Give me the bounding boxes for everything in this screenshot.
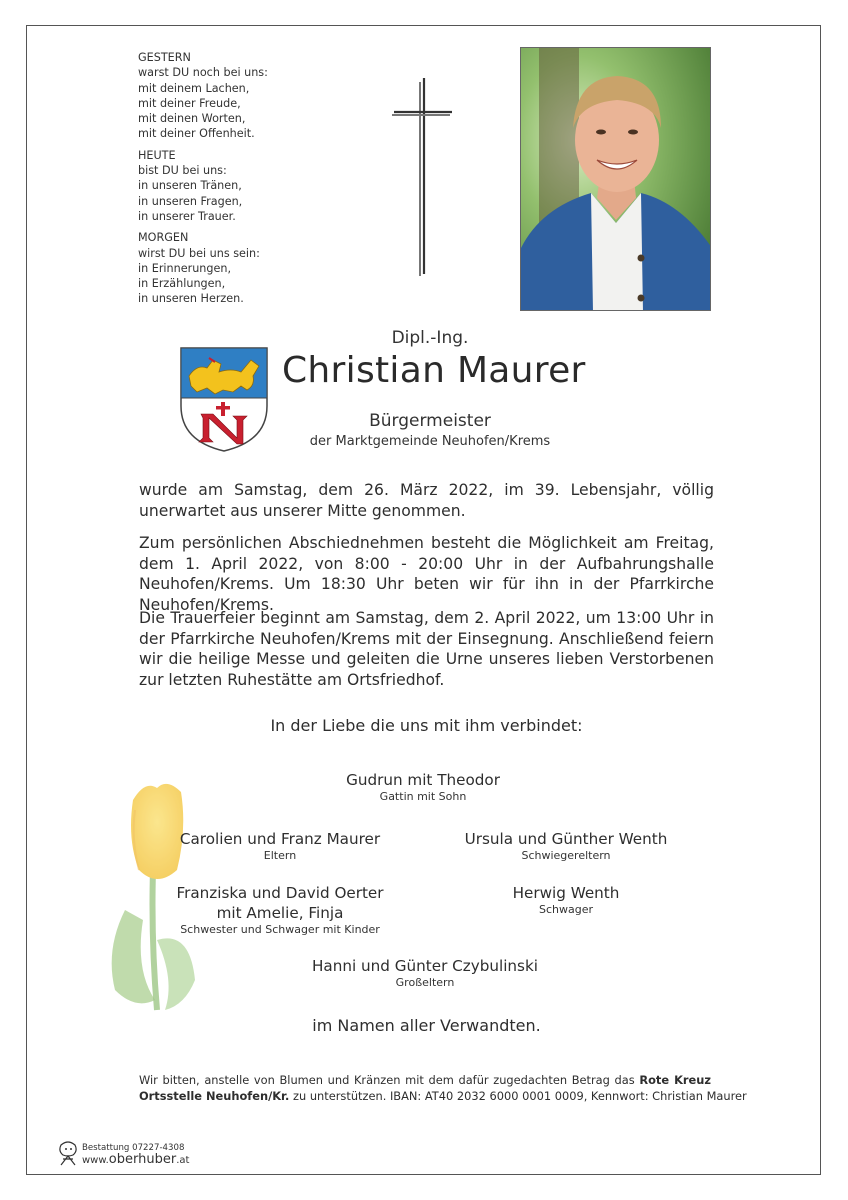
cross-icon (390, 78, 455, 280)
poem-line: mit deinen Worten, (138, 112, 246, 126)
poem-line: mit deiner Offenheit. (138, 127, 255, 141)
website-prefix: www. (82, 1154, 109, 1166)
donation-request (139, 1072, 747, 1104)
mourner-name: Carolien und Franz Maurer (179, 830, 381, 848)
mourner-hanni (300, 956, 550, 990)
poem-line: in unseren Herzen. (138, 292, 244, 306)
mourner-relation: Schwiegereltern (521, 849, 611, 862)
announcement-paragraph-viewing: Zum persönlichen Abschiednehmen besteht die Möglichkeit am Freitag, dem 1. April 2022, von 8:00 - 20:00 Uhr in der Aufbahrungshalle Neuhofen/Krems. Um 18:30 Uhr beten wir für ihn in der Pfarrkirche Neuhofen/Krems. (139, 534, 714, 614)
mourner-name: Ursula und Günther Wenth (464, 830, 668, 848)
announcement-paragraph-funeral: Die Trauerfeier beginnt am Samstag, dem 2. April 2022, um 13:00 Uhr in der Pfarrkirche Neuhofen/Krems mit der Einsegnung. Anschließend feiern wir die heilige Messe und geleiten die Urne unseres lieben Verstorbenen zur letzten Ruhestätte am Ortsfriedhof. (139, 609, 714, 689)
portrait-illustration (521, 48, 711, 311)
poem-stanza-gestern (138, 50, 328, 142)
mourner-name-children: mit Amelie, Finja (216, 904, 344, 922)
poem-heading: HEUTE (138, 148, 176, 162)
poem-line: mit deiner Freude, (138, 96, 241, 110)
poem (138, 50, 328, 313)
poem-stanza-morgen (138, 230, 328, 306)
mourner-carolien (170, 829, 390, 863)
mourner-name: Hanni und Günter Czybulinski (312, 957, 538, 975)
donation-iban-text: zu unterstützen. IBAN: AT40 2032 6000 0001 0009, Kennwort: Christian Maurer (293, 1089, 747, 1103)
poem-line: in unseren Tränen, (138, 179, 242, 193)
poem-stanza-heute (138, 148, 328, 224)
poem-line: bist DU bei uns: (138, 164, 227, 178)
donation-recipient: Rote Kreuz (639, 1073, 711, 1087)
mourner-name: Herwig Wenth (512, 884, 620, 902)
poem-heading: GESTERN (138, 51, 191, 64)
mourner-ursula (456, 829, 676, 863)
mourner-gudrun (323, 770, 523, 804)
mourner-relation: Eltern (263, 849, 297, 862)
announcement-paragraph-death: wurde am Samstag, dem 26. März 2022, im 39. Lebensjahr, völlig unerwartet aus unserer Mitte genommen. (139, 481, 714, 520)
undertaker-info (82, 1143, 189, 1166)
undertaker-phone: Bestattung 07227-4308 (82, 1142, 185, 1153)
mourner-relation: Gattin mit Sohn (379, 790, 467, 803)
poem-line: in unserer Trauer. (138, 209, 236, 223)
mourner-relation: Schwager (538, 903, 593, 916)
poem-line: in Erzählungen, (138, 277, 226, 291)
closing-line: im Namen aller Verwandten. (312, 1016, 541, 1035)
undertaker-credit (57, 1138, 189, 1170)
mourner-franziska (170, 883, 390, 937)
poem-line: warst DU noch bei uns: (138, 66, 268, 80)
mourner-herwig (456, 883, 676, 917)
poem-line: wirst DU bei uns sein: (138, 246, 260, 260)
donation-line-1 (139, 1072, 711, 1088)
poem-line: mit deinem Lachen, (138, 81, 250, 95)
deceased-municipality: der Marktgemeinde Neuhofen/Krems (309, 434, 551, 449)
mourner-relation: Großeltern (395, 976, 455, 989)
mourner-relation: Schwester und Schwager mit Kinder (180, 923, 380, 936)
donation-recipient-branch: Ortsstelle Neuhofen/Kr. (139, 1089, 290, 1103)
undertaker-website[interactable] (82, 1151, 190, 1167)
dedication-line: In der Liebe die uns mit ihm verbindet: (270, 716, 583, 735)
deceased-name: Christian Maurer (282, 350, 586, 391)
portrait-photo (520, 47, 711, 311)
donation-line-2 (139, 1088, 747, 1104)
poem-line: in unseren Fragen, (138, 194, 243, 208)
academic-title: Dipl.-Ing. (391, 328, 469, 348)
deceased-office: Bürgermeister (369, 411, 491, 431)
undertaker-logo-icon (57, 1141, 79, 1167)
poem-line: in Erinnerungen, (138, 261, 232, 275)
mourner-name: Gudrun mit Theodor (346, 771, 500, 789)
poem-heading: MORGEN (138, 231, 189, 245)
donation-text: Wir bitten, anstelle von Blumen und Kränzen mit dem dafür zugedachten Betrag das (139, 1073, 635, 1087)
municipal-crest-icon (179, 346, 269, 453)
website-suffix: .at (176, 1154, 190, 1166)
website-name: oberhuber (108, 1151, 177, 1167)
mourner-name: Franziska und David Oerter (176, 884, 384, 902)
